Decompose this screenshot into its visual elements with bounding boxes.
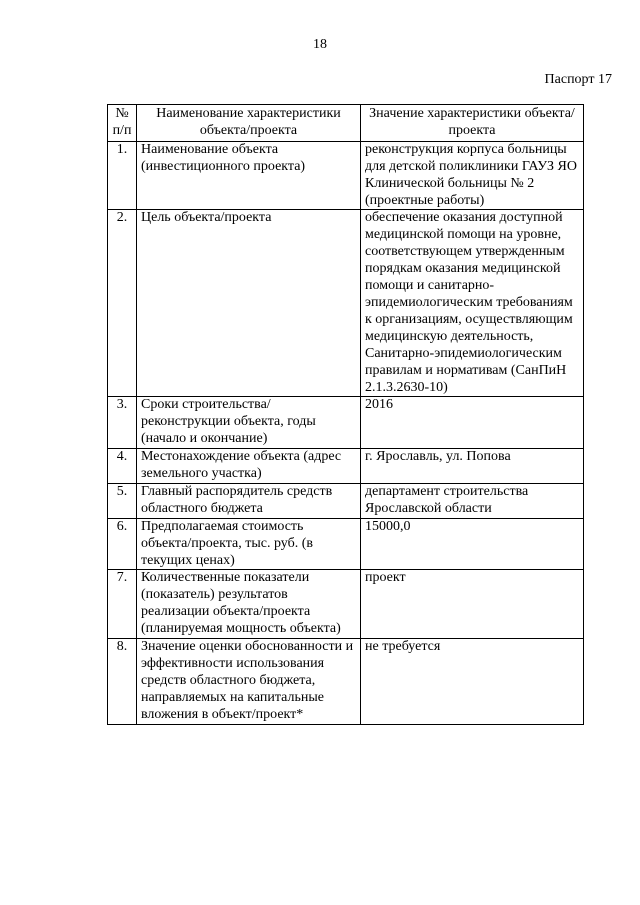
row-characteristic-name: Наименование объекта (инвестиционного проекта) bbox=[137, 141, 361, 210]
row-number: 5. bbox=[108, 483, 137, 518]
row-number: 3. bbox=[108, 397, 137, 449]
row-characteristic-value: 15000,0 bbox=[361, 518, 584, 570]
header-number: № п/п bbox=[108, 105, 137, 142]
table-row bbox=[108, 483, 584, 518]
table-row bbox=[108, 518, 584, 570]
row-characteristic-value: обеспечение оказания доступной медицинской помощи на уровне, соответствующем утвержденным порядкам оказания медицинской помощи и санитарно-эпидемиологическим требованиям к организациям, осуществляющим медицинскую деятельность, Санитарно-эпидемиологическим правилам и нормативам (СанПиН 2.1.3.2630-10) bbox=[361, 210, 584, 397]
row-characteristic-value: проект bbox=[361, 570, 584, 639]
row-characteristic-name: Значение оценки обоснованности и эффективности использования средств областного бюджета, направляемых на капитальные вложения в объект/проект* bbox=[137, 639, 361, 725]
row-characteristic-name: Местонахождение объекта (адрес земельного участка) bbox=[137, 449, 361, 484]
page-number: 18 bbox=[313, 37, 327, 52]
row-characteristic-value: 2016 bbox=[361, 397, 584, 449]
header-characteristic-name: Наименование характеристики объекта/проекта bbox=[137, 105, 361, 142]
table-row bbox=[108, 141, 584, 210]
passport-label: Паспорт 17 bbox=[544, 72, 612, 87]
row-number: 2. bbox=[108, 210, 137, 397]
row-number: 4. bbox=[108, 449, 137, 484]
row-number: 6. bbox=[108, 518, 137, 570]
row-number: 7. bbox=[108, 570, 137, 639]
table-row bbox=[108, 639, 584, 725]
row-characteristic-value: г. Ярославль, ул. Попова bbox=[361, 449, 584, 484]
row-characteristic-value: не требуется bbox=[361, 639, 584, 725]
row-characteristic-value: департамент строительства Ярославской области bbox=[361, 483, 584, 518]
header-characteristic-value: Значение характеристики объекта/проекта bbox=[361, 105, 584, 142]
table-row bbox=[108, 449, 584, 484]
passport-table bbox=[107, 104, 584, 725]
row-number: 8. bbox=[108, 639, 137, 725]
table-row bbox=[108, 210, 584, 397]
row-number: 1. bbox=[108, 141, 137, 210]
table-row bbox=[108, 397, 584, 449]
row-characteristic-name: Предполагаемая стоимость объекта/проекта, тыс. руб. (в текущих ценах) bbox=[137, 518, 361, 570]
row-characteristic-name: Сроки строительства/реконструкции объекта, годы (начало и окончание) bbox=[137, 397, 361, 449]
row-characteristic-value: реконструкция корпуса больницы для детской поликлиники ГАУЗ ЯО Клинической больницы № 2 (проектные работы) bbox=[361, 141, 584, 210]
table-header-row bbox=[108, 105, 584, 142]
row-characteristic-name: Главный распорядитель средств областного бюджета bbox=[137, 483, 361, 518]
table-row bbox=[108, 570, 584, 639]
row-characteristic-name: Количественные показатели (показатель) результатов реализации объекта/проекта (планируемая мощность объекта) bbox=[137, 570, 361, 639]
row-characteristic-name: Цель объекта/проекта bbox=[137, 210, 361, 397]
